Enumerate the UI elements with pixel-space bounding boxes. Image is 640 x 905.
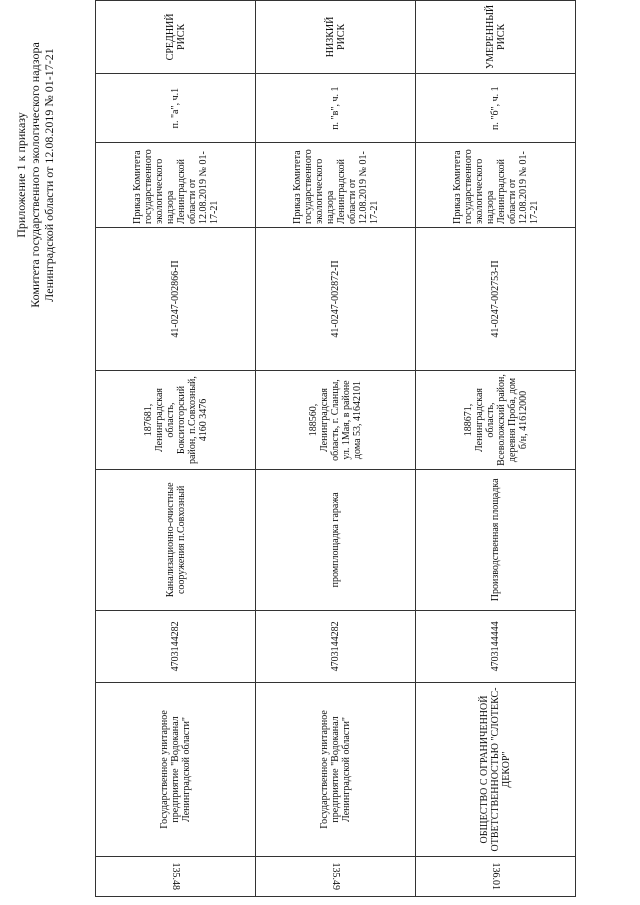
risk-category: УМЕРЕННЫЙ РИСК — [416, 1, 576, 74]
header-line-3: Ленинградской области от 12.08.2019 № 01-17-21 — [42, 48, 56, 302]
object-name: промплощадка гаража — [256, 470, 416, 610]
inn-value: 4703144444 — [416, 610, 576, 683]
table-row — [416, 1, 576, 897]
object-address: 188560, Ленинградская область, г. Сланцы, ул. 1Мая, в районе дома 53, 41642101 — [256, 370, 416, 469]
object-name: Канализационно-очистные сооружения п.Совхозный — [96, 470, 256, 610]
appendix-header — [14, 10, 56, 340]
order-document: Приказ Комитета государственного экологического надзора Ленинградской области от 12.08.2019 № 01-17-21 — [416, 143, 576, 228]
organization-name: Государственное унитарное предприятие "Водоканал Ленинградской области" — [96, 683, 256, 857]
row-number: 135.49 — [330, 862, 341, 891]
header-line-2: Комитета государственного экологического надзора — [28, 42, 42, 308]
object-address: 188671, Ленинградская область, Всеволожский район, деревня Проба, дом б/н, 41612000 — [416, 370, 576, 469]
registry-table — [95, 0, 576, 897]
criteria-point: п. "а", ч.1 — [96, 73, 256, 143]
criteria-point: п. "б", ч. 1 — [416, 73, 576, 143]
object-address: 187681, Ленинградская область, Бокситогорский район, п.Совхозный, 4160 3476 — [96, 370, 256, 469]
object-code: 41-0247-002872-П — [256, 228, 416, 371]
criteria-point: п. "в", ч. 1 — [256, 73, 416, 143]
inn-value: 4703144282 — [96, 610, 256, 683]
object-code: 41-0247-002866-П — [96, 228, 256, 371]
object-name: Производственная площадка — [416, 470, 576, 610]
order-document: Приказ Комитета государственного экологического надзора Ленинградской области от 12.08.2019 № 01-17-21 — [256, 143, 416, 228]
object-code: 41-0247-002753-П — [416, 228, 576, 371]
table-row — [256, 1, 416, 897]
organization-name: ОБЩЕСТВО С ОГРАНИЧЕННОЙ ОТВЕТСТВЕННОСТЬЮ "СЛОТЕКС-ДЕКОР" — [416, 683, 576, 857]
header-line-1: Приложение 1 к приказу — [14, 112, 28, 238]
row-number: 135.48 — [170, 862, 181, 891]
order-document: Приказ Комитета государственного экологического надзора Ленинградской области от 12.08.2019 № 01-17-21 — [96, 143, 256, 228]
row-number: 136.01 — [490, 862, 501, 891]
risk-category: СРЕДНИЙ РИСК — [96, 1, 256, 74]
inn-value: 4703144282 — [256, 610, 416, 683]
organization-name: Государственное унитарное предприятие "Водоканал Ленинградской области" — [256, 683, 416, 857]
table-row — [96, 1, 256, 897]
risk-category: НИЗКИЙ РИСК — [256, 1, 416, 74]
